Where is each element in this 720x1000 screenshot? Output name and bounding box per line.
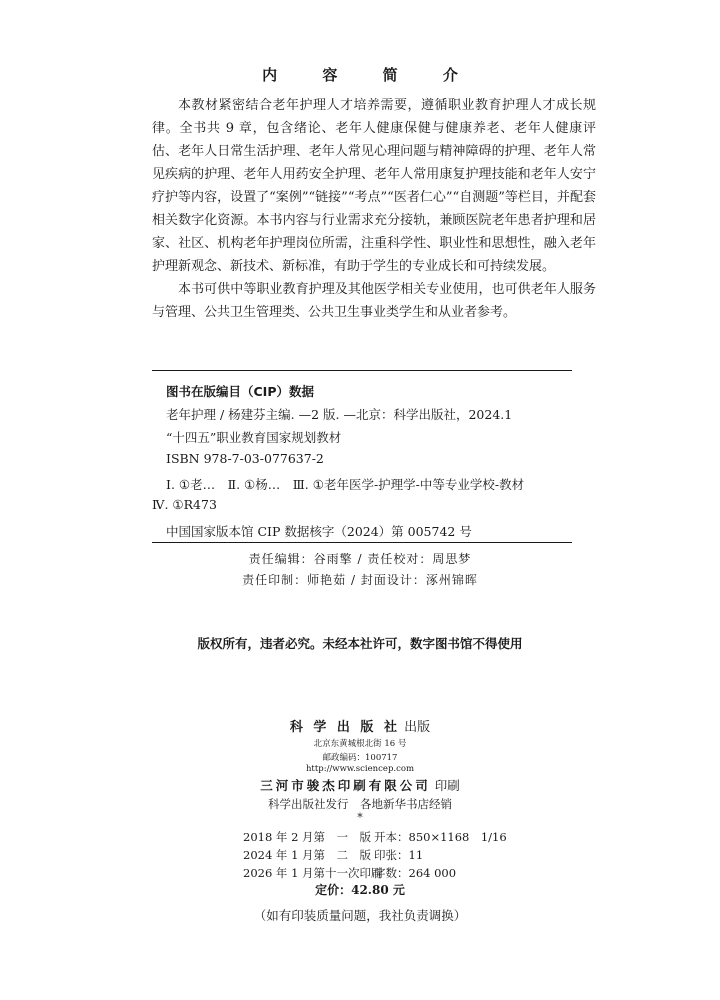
cip-line-4: Ⅰ. ①老… Ⅱ. ①杨… Ⅲ. ①老年医学-护理学-中等专业学校-教材 — [166, 477, 525, 492]
quality-notice: （如有印装质量问题，我社负责调换） — [253, 908, 467, 923]
publisher-postcode: 邮政编码：100717 — [322, 753, 398, 763]
cip-bottom-rule — [152, 542, 572, 543]
publisher-address: 北京东黄城根北街 16 号 — [313, 739, 407, 749]
spec-info: 字数：264 000 — [374, 866, 457, 880]
cip-line-1: 老年护理 / 杨建芬主编. —2 版. —北京：科学出版社，2024.1 — [166, 407, 513, 422]
spec-row-1 — [243, 829, 507, 845]
spec-edition: 2024 年 1 月第 二 版 — [243, 848, 372, 862]
printer-line — [0, 776, 720, 794]
publisher-name: 科 学 出 版 社 — [289, 720, 400, 735]
cip-line-5: Ⅳ. ①R473 — [152, 497, 217, 512]
printer-name: 三河市骏杰印刷有限公司 — [260, 778, 431, 793]
intro-paragraph-2: 本书可供中等职业教育护理及其他医学相关专业使用，也可供老年人服务与管理、公共卫生管理类、公共卫生事业类学生和从业者参考。 — [152, 282, 596, 320]
distribution-line: 科学出版社发行 各地新华书店经销 — [268, 797, 452, 811]
cip-heading: 图书在版编目（CIP）数据 — [166, 384, 314, 399]
spec-edition: 2026 年 1 月第十一次印刷 — [243, 866, 383, 880]
cip-top-rule — [152, 370, 572, 371]
publisher-url: http://www.sciencep.com — [305, 764, 415, 774]
spec-info: 开本：850×1168 1/16 — [374, 830, 507, 844]
intro-paragraph-1: 本教材紧密结合老年护理人才培养需要，遵循职业教育护理人才成长规律。全书共 9 章，包含绪论、老年人健康保健与健康养老、老年人健康评估、老年人日常生活护理、老年人常见心理问题与精神障碍的护理、老年人常见疾病的护理、老年人用药安全护理、老年人常用康复护理技能和老年人安宁疗护等内容，设置了“案例”“链接”“考点”“医者仁心”“自测题”等栏目，并配套相关数字化资源。本书内容与行业需求充分接轨，兼顾医院老年患者护理和居家、社区、机构老年护理岗位所需，注重科学性、职业性和思想性，融入老年护理新观念、新技术、新标准，有助于学生的专业成长和可持续发展。 — [152, 98, 596, 274]
cip-line-2: “十四五”职业教育国家规划教材 — [166, 430, 342, 445]
cip-line-3: ISBN 978-7-03-077637-2 — [166, 451, 324, 466]
publisher-line — [0, 716, 720, 735]
credits-line-1: 责任编辑：谷雨擎 / 责任校对：周思梦 — [248, 552, 472, 566]
cip-line-6: 中国国家版本馆 CIP 数据核字（2024）第 005742 号 — [166, 524, 472, 539]
price: 定价：42.80 元 — [315, 883, 405, 897]
spec-edition: 2018 年 2 月第 一 版 — [243, 830, 372, 844]
separator-star: * — [357, 811, 363, 824]
printer-suffix: 印刷 — [434, 778, 460, 793]
copyright-notice: 版权所有，违者必究。未经本社许可，数字图书馆不得使用 — [197, 636, 523, 651]
intro-text — [152, 94, 596, 324]
publisher-suffix: 出版 — [404, 720, 431, 735]
spec-row-3 — [243, 865, 456, 881]
page-title: 内 容 简 介 — [262, 66, 478, 84]
credits-line-2: 责任印制：师艳茹 / 封面设计：涿州锦晖 — [242, 573, 478, 587]
spec-row-2 — [243, 847, 423, 863]
spec-info: 印张：11 — [374, 848, 424, 862]
